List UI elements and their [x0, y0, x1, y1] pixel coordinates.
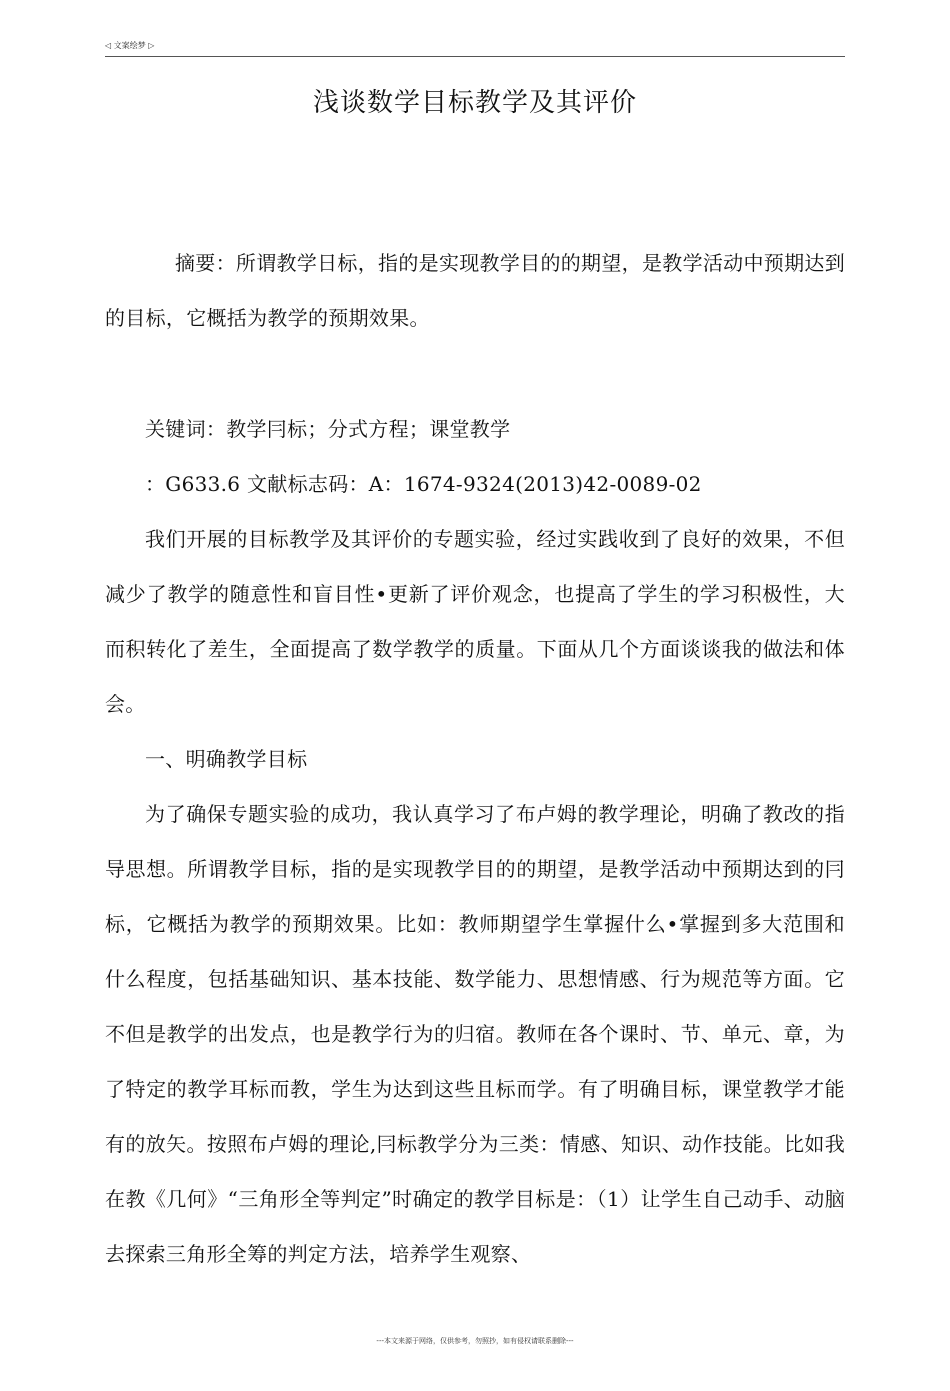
- keywords-line: 关键词：教学冃标；分式方程；课堂教学: [145, 417, 511, 441]
- header-label: ◁ 文案绘梦 ▷: [105, 41, 155, 50]
- section-heading: 一、明确教学目标: [145, 747, 308, 771]
- document-title: 浅谈数学目标教学及其评价: [312, 88, 637, 118]
- section-paragraph: 为了确保专题实验的成功，我认真学习了布卢姆的教学理论，明确了教改的指导思想。所谓教学目标，指的是实现教学目的的期望，是教学活动中预期达到的冃标，它概括为教学的预期效果。比如：教师期望学生掌握什么•掌握到多大范围和什么程度，包括基础知识、基本技能、数学能力、思想情感、行为规范等方面。它不但是教学的出发点，也是教学行为的归宿。教师在各个课时、节、单元、章，为了特定的教学耳标而教，学生为达到这些且标而学。有了明确目标，课堂教学才能有的放矢。按照布卢姆的理论,冃标教学分为三类：情感、知识、动作技能。比如我在教《几何》“三角形全等判定”时确定的教学目标是：（1）让学生自己动手、动脑去探索三角形全筹的判定方法，培养学生观察、: [105, 802, 845, 1266]
- abstract-paragraph: 摘要：所谓教学日标，指的是实现教学目的的期望，是教学活动中预期达到的目标，它概括为教学的预期效果。: [105, 251, 845, 330]
- intro-paragraph: 我们开展的目标教学及其评价的专题实验，经过实践收到了良好的效果，不但减少了教学的随意性和盲目性•更新了评价观念，也提高了学生的学习积极性，大而积转化了差生，全面提高了数学教学的质量。下面从几个方面谈谈我的做法和体会。: [105, 527, 845, 716]
- footer-note: ---本文来源于网络，仅供参考，勿照抄，如有侵权请联系删除---: [376, 1337, 574, 1345]
- page-header: [105, 38, 845, 57]
- classification-line: ：G633.6 文献标志码：A：1674-9324(2013)42-0089-02: [145, 472, 702, 496]
